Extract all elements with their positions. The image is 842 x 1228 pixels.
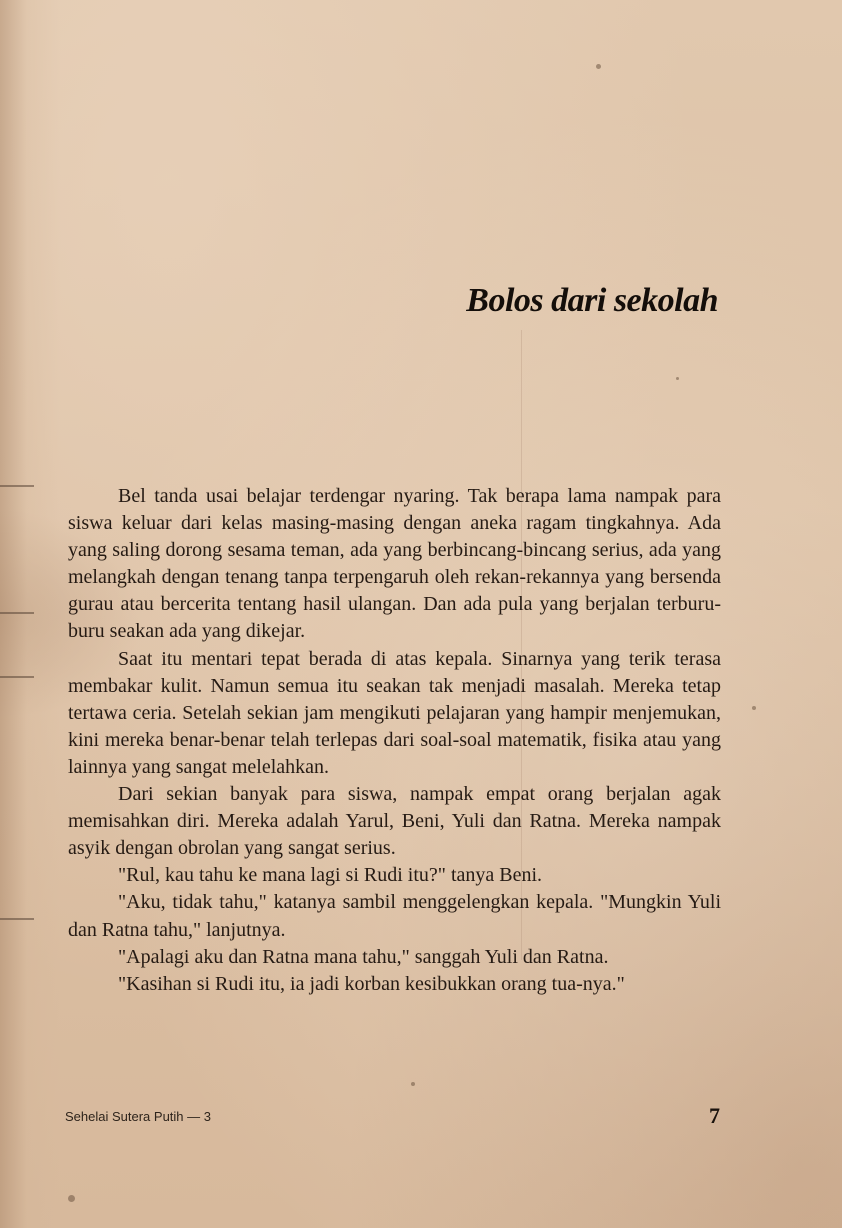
paragraph: Saat itu mentari tepat berada di atas kepala. Sinarnya yang terik terasa membakar kulit. Namun semua itu seakan tak menjadi masalah. Mereka tetap tertawa ceria. Setelah sekian jam mengikuti pelajaran yang hampir menjemukan, kini mereka benar-benar telah terlepas dari soal-soal matematik, fisika atau yang lainnya yang sangat melelahkan. xyxy=(68,647,721,778)
paragraph: "Aku, tidak tahu," katanya sambil menggelengkan kepala. "Mungkin Yuli dan Ratna tahu," lanjutnya. xyxy=(68,891,721,941)
paragraph: "Apalagi aku dan Ratna mana tahu," sanggah Yuli dan Ratna. xyxy=(118,945,609,968)
paper-speck xyxy=(68,1195,75,1202)
paragraph: Bel tanda usai belajar terdengar nyaring. Tak berapa lama nampak para siswa keluar dari kelas masing-masing dengan aneka ragam tingkahnya. Ada yang saling dorong sesama teman, ada yang berbincang-bincang serius, ada yang melangkah dengan tenang tanpa terpengaruh oleh rekan-rekannya yang bersenda gurau atau bercerita tentang hasil ulangan. Dan ada pula yang berjalan terburu-buru seakan ada yang dikejar. xyxy=(68,485,721,643)
paper-speck xyxy=(752,706,756,710)
binding-edge xyxy=(0,0,60,1228)
paper-speck xyxy=(411,1082,415,1086)
paper-speck xyxy=(676,377,679,380)
binding-stitch xyxy=(0,612,34,614)
paragraph: "Rul, kau tahu ke mana lagi si Rudi itu?" tanya Beni. xyxy=(118,864,543,887)
paragraph: Dari sekian banyak para siswa, nampak empat orang berjalan agak memisahkan diri. Mereka adalah Yarul, Beni, Yuli dan Ratna. Mereka nampak asyik dengan obrolan yang sangat serius. xyxy=(68,783,721,860)
paper-speck xyxy=(596,64,601,69)
body-text xyxy=(68,483,721,998)
binding-stitch xyxy=(0,485,34,487)
binding-stitch xyxy=(0,676,34,678)
page-number: 7 xyxy=(709,1103,720,1128)
paragraph: "Kasihan si Rudi itu, ia jadi korban kesibukkan orang tua-nya." xyxy=(118,972,625,995)
binding-stitch xyxy=(0,918,34,920)
chapter-title: Bolos dari sekolah xyxy=(466,282,718,319)
footer-book-label: Sehelai Sutera Putih — 3 xyxy=(65,1109,211,1124)
